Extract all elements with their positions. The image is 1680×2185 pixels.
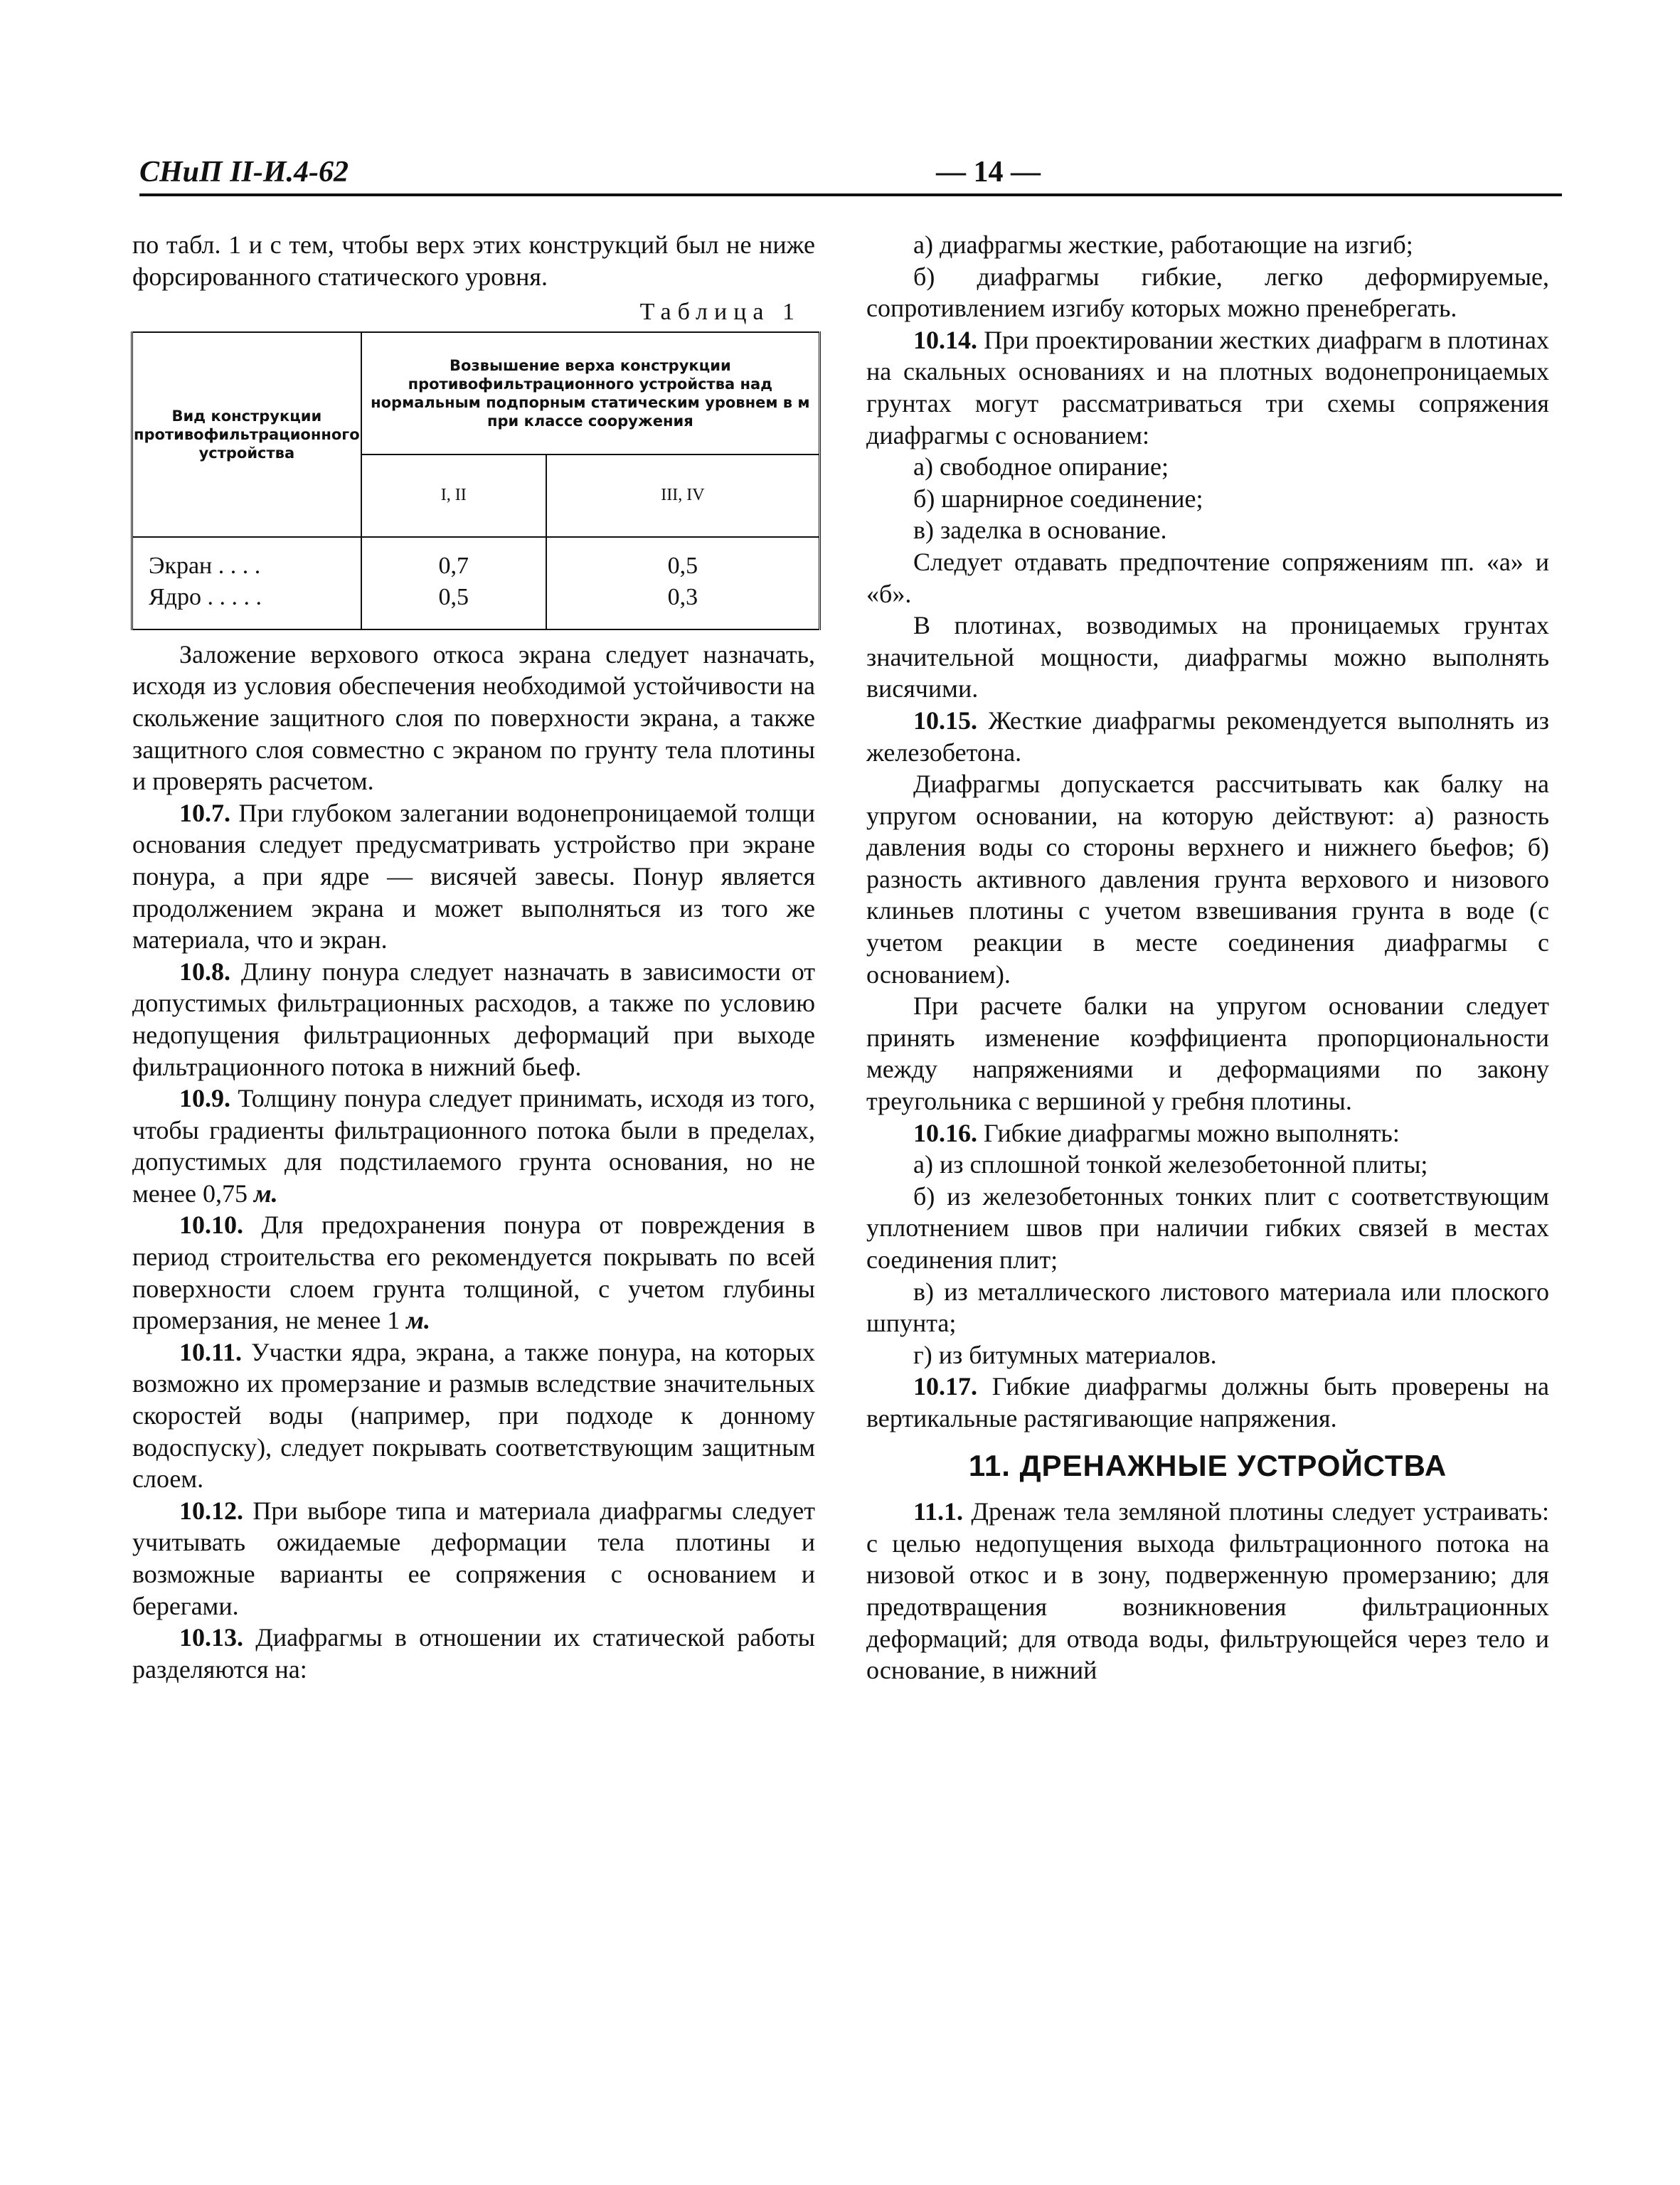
header-rule [139,193,1562,196]
clause-10-9 [132,1083,815,1209]
clause-number: 10.13. [179,1623,243,1652]
table-col-values-1 [361,537,546,629]
clause-10-13 [132,1622,815,1685]
clause-number: 10.11. [179,1337,243,1366]
clause-number: 10.14. [913,325,977,354]
table-row-names [132,537,361,629]
clause-11-1 [866,1496,1549,1686]
clause-10-17 [866,1371,1549,1434]
table-sub-header-class-1-2: I, II [361,454,546,537]
clause-text: Участки ядра, экрана, а также понура, на которых возможно их промерзание и размыв вследствие значительных скоростей воды (например, при подходе к донному водоспуску), следует покрывать соответствующим защитным слоем. [132,1337,815,1494]
table-col-values-2 [546,537,820,629]
clause-text: Дренаж тела земляной плотины следует устраивать: с целью недопущения выхода фильтрационного потока на низовой откос и в зону, подверженную промерзанию; для предотвращения возникновения фильтрационных деформаций; для отвода воды, фильтрующейся через тело и основание, в нижний [866,1497,1549,1685]
clause-text: Диафрагмы в отношении их статической работы разделяются на: [132,1623,815,1684]
document-code: СНиП II-И.4-62 [139,156,349,188]
paragraph: по табл. 1 и с тем, чтобы верх этих конструкций был не ниже форсированного статического уровня. [132,230,815,291]
clause-text: Толщину понура следует принимать, исходя из того, чтобы градиенты фильтрационного потока были в пределах, допустимых для подстилаемого грунта основания, но не менее 0,75 [132,1084,815,1208]
table-cell: Экран . . . . [149,552,261,579]
right-column [866,229,1549,1686]
unit: м. [406,1306,430,1335]
table-sub-header-class-3-4: III, IV [546,454,820,537]
clause-10-10 [132,1209,815,1336]
clause-number: 10.12. [179,1496,243,1525]
clause-number: 10.7. [179,798,230,827]
paragraph: Заложение верхового откоса экрана следует назначать, исходя из условия обеспечения необходимой устойчивости на скольжение защитного слоя по поверхности экрана, а также защитного слоя совместно с экраном по грунту тела плотины и проверять расчетом. [132,639,815,796]
table-group-header: Возвышение верха конструкции противофильтрационного устройства над нормальным подпорным статическим уровнем в м при классе сооружения [361,332,820,454]
clause-10-14 [866,324,1549,451]
table-1 [131,331,821,630]
clause-10-11 [132,1336,815,1495]
list-item: г) из битумных материалов. [913,1340,1217,1369]
list-item: а) из сплошной тонкой железобетонной плиты; [913,1150,1428,1179]
paragraph: Диафрагмы допускается рассчитывать как балку на упругом основании, на которую действуют: а) разность давления воды со стороны верхнего и нижнего бьефов; б) разность активного давления грунта верхового и низового клиньев плотины с учетом взвешивания грунта в воде (с учетом реакции в месте соединения диафрагмы с основанием). [866,770,1549,989]
clause-text: Гибкие диафрагмы должны быть проверены на вертикальные растягивающие напряжения. [866,1372,1549,1432]
clause-10-8 [132,956,815,1083]
clause-text: Длину понура следует назначать в зависимости от допустимых фильтрационных расходов, а также по условию недопущения фильтрационных деформаций при выходе фильтрационного потока в нижний бьеф. [132,957,816,1081]
table-cell: 0,7 [438,552,469,579]
clause-number: 11.1. [913,1497,964,1526]
section-heading: 11. ДРЕНАЖНЫЕ УСТРОЙСТВА [968,1448,1447,1482]
clause-10-15 [866,705,1549,768]
clause-number: 10.16. [913,1118,977,1147]
clause-10-7 [132,797,815,956]
clause-text: Гибкие диафрагмы можно выполнять: [984,1118,1400,1147]
table-cell: 0,5 [438,583,469,610]
table-cell: Ядро . . . . . [149,583,262,610]
clause-number: 10.15. [913,706,977,735]
clause-10-12 [132,1495,815,1622]
unit: м. [253,1179,278,1208]
list-item: б) диафрагмы гибкие, легко деформируемые, сопротивлением изгибу которых можно пренебрегать. [866,262,1549,323]
list-item: а) диафрагмы жесткие, работающие на изгиб; [913,230,1413,259]
clause-number: 10.9. [179,1084,230,1113]
clause-number: 10.17. [913,1372,977,1401]
left-column [132,229,815,1685]
list-item: в) заделка в основание. [913,516,1167,545]
table-cell: 0,5 [667,552,698,579]
clause-text: При глубоком залегании водонепроницаемой толщи основания следует предусматривать устройство при экране понура, а при ядре — висячей завесы. Понур является продолжением экрана и может выполняться из того же материала, что и экран. [132,798,816,955]
paragraph: В плотинах, возводимых на проницаемых грунтах значительной мощности, диафрагмы можно выполнять висячими. [866,611,1549,703]
clause-text: При выборе типа и материала диафрагмы следует учитывать ожидаемые деформации тела плотины и возможные варианты ее сопряжения с основанием и берегами. [132,1496,815,1620]
list-item: в) из металлического листового материала или плоского шпунта; [866,1277,1549,1338]
paragraph: Следует отдавать предпочтение сопряжениям пп. «а» и «б». [866,547,1549,608]
clause-text: Жесткие диафрагмы рекомендуется выполнять из железобетона. [866,706,1550,767]
clause-number: 10.8. [179,957,230,986]
clause-number: 10.10. [179,1211,243,1240]
table-cell: 0,3 [667,583,698,610]
table-caption: Таблица 1 [639,299,801,326]
page-header [139,155,1562,198]
clause-10-16 [866,1117,1549,1149]
table-col-header-type: Вид конструкции противофильтрационного устройства [132,332,361,537]
clause-text: Для предохранения понура от повреждения в период строительства его рекомендуется покрывать по всей поверхности слоем грунта толщиной, с учетом глубины промерзания, не менее 1 [132,1211,815,1335]
list-item: б) шарнирное соединение; [913,484,1203,513]
paragraph: При расчете балки на упругом основании следует принять изменение коэффициента пропорциональности между напряжениями и деформациями по закону треугольника с вершиной у гребня плотины. [866,992,1549,1116]
clause-text: При проектировании жестких диафрагм в плотинах на скальных основаниях и на плотных водонепроницаемых грунтах могут рассматриваться три схемы сопряжения диафрагмы с основанием: [866,325,1550,450]
page-number: — 14 — [936,156,1041,188]
list-item: б) из железобетонных тонких плит с соответствующим уплотнением швов при наличии гибких связей в местах соединения плит; [866,1181,1549,1274]
list-item: а) свободное опирание; [913,452,1169,482]
